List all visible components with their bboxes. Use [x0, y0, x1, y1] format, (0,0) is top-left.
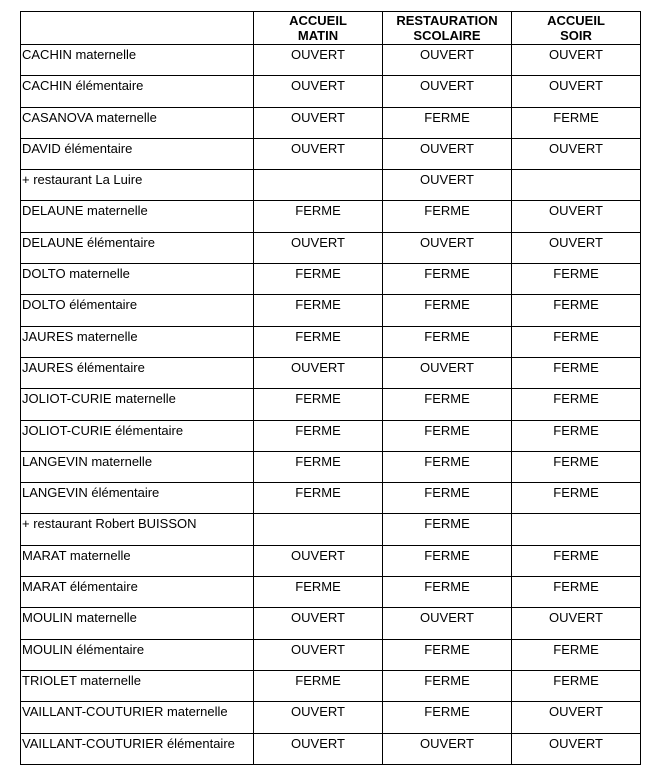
school-name-cell: JOLIOT-CURIE élémentaire	[21, 420, 254, 451]
accueil-matin-cell: OUVERT	[254, 357, 383, 388]
table-row	[21, 670, 641, 701]
accueil-soir-cell: OUVERT	[512, 733, 641, 764]
accueil-soir-cell: OUVERT	[512, 138, 641, 169]
accueil-soir-cell: FERME	[512, 545, 641, 576]
accueil-soir-cell: FERME	[512, 420, 641, 451]
header-restauration-line2: SCOLAIRE	[413, 28, 481, 43]
accueil-matin-cell: OUVERT	[254, 232, 383, 263]
school-name-cell: LANGEVIN élémentaire	[21, 483, 254, 514]
accueil-matin-cell: FERME	[254, 451, 383, 482]
school-name-cell: JAURES élémentaire	[21, 357, 254, 388]
table-row	[21, 295, 641, 326]
school-name-cell: DELAUNE maternelle	[21, 201, 254, 232]
header-school	[21, 12, 254, 45]
school-name-cell: CACHIN maternelle	[21, 45, 254, 76]
restauration-cell: OUVERT	[383, 138, 512, 169]
accueil-soir-cell: OUVERT	[512, 201, 641, 232]
accueil-matin-cell: FERME	[254, 389, 383, 420]
restauration-cell: FERME	[383, 389, 512, 420]
header-accueil-soir-line1: ACCUEIL	[547, 13, 605, 28]
school-name-cell: MARAT élémentaire	[21, 577, 254, 608]
header-accueil-soir-line2: SOIR	[560, 28, 592, 43]
accueil-soir-cell: OUVERT	[512, 608, 641, 639]
table-row	[21, 639, 641, 670]
table-row	[21, 232, 641, 263]
accueil-soir-cell: OUVERT	[512, 232, 641, 263]
table-row	[21, 107, 641, 138]
school-name-cell: DOLTO maternelle	[21, 264, 254, 295]
table-row	[21, 420, 641, 451]
header-accueil-matin-line1: ACCUEIL	[289, 13, 347, 28]
restauration-cell: FERME	[383, 483, 512, 514]
school-name-cell: JAURES maternelle	[21, 326, 254, 357]
accueil-matin-cell: FERME	[254, 264, 383, 295]
header-restauration-line1: RESTAURATION	[396, 13, 498, 28]
restauration-cell: OUVERT	[383, 733, 512, 764]
school-name-cell: + restaurant Robert BUISSON	[21, 514, 254, 545]
school-name-cell: JOLIOT-CURIE maternelle	[21, 389, 254, 420]
table-row	[21, 702, 641, 733]
restauration-cell: FERME	[383, 326, 512, 357]
accueil-matin-cell: OUVERT	[254, 545, 383, 576]
header-row	[21, 12, 641, 45]
restauration-cell: FERME	[383, 295, 512, 326]
table-row	[21, 264, 641, 295]
table-row	[21, 389, 641, 420]
accueil-soir-cell: OUVERT	[512, 76, 641, 107]
restauration-cell: FERME	[383, 639, 512, 670]
header-restauration-scolaire	[383, 12, 512, 45]
table-body	[21, 45, 641, 765]
schedule-table	[20, 11, 641, 765]
header-accueil-matin	[254, 12, 383, 45]
accueil-matin-cell: FERME	[254, 670, 383, 701]
table-row	[21, 514, 641, 545]
accueil-soir-cell: FERME	[512, 295, 641, 326]
accueil-matin-cell: OUVERT	[254, 733, 383, 764]
school-name-cell: MOULIN maternelle	[21, 608, 254, 639]
accueil-matin-cell: OUVERT	[254, 107, 383, 138]
restauration-cell: OUVERT	[383, 608, 512, 639]
table-row	[21, 138, 641, 169]
accueil-soir-cell	[512, 170, 641, 201]
school-name-cell: MOULIN élémentaire	[21, 639, 254, 670]
table-row	[21, 201, 641, 232]
table-row	[21, 170, 641, 201]
restauration-cell: FERME	[383, 420, 512, 451]
restauration-cell: OUVERT	[383, 232, 512, 263]
accueil-soir-cell: FERME	[512, 107, 641, 138]
accueil-matin-cell: FERME	[254, 326, 383, 357]
restauration-cell: FERME	[383, 201, 512, 232]
accueil-soir-cell: FERME	[512, 577, 641, 608]
accueil-soir-cell: OUVERT	[512, 45, 641, 76]
school-name-cell: MARAT maternelle	[21, 545, 254, 576]
restauration-cell: OUVERT	[383, 170, 512, 201]
accueil-matin-cell: OUVERT	[254, 702, 383, 733]
restauration-cell: FERME	[383, 545, 512, 576]
school-name-cell: CASANOVA maternelle	[21, 107, 254, 138]
table-row	[21, 608, 641, 639]
accueil-matin-cell: FERME	[254, 577, 383, 608]
accueil-matin-cell: FERME	[254, 483, 383, 514]
accueil-matin-cell: OUVERT	[254, 608, 383, 639]
school-name-cell: VAILLANT-COUTURIER maternelle	[21, 702, 254, 733]
accueil-matin-cell	[254, 514, 383, 545]
accueil-matin-cell: OUVERT	[254, 76, 383, 107]
accueil-matin-cell	[254, 170, 383, 201]
accueil-soir-cell: FERME	[512, 326, 641, 357]
school-name-cell: VAILLANT-COUTURIER élémentaire	[21, 733, 254, 764]
school-name-cell: DELAUNE élémentaire	[21, 232, 254, 263]
table-row	[21, 733, 641, 764]
accueil-soir-cell: FERME	[512, 451, 641, 482]
restauration-cell: OUVERT	[383, 76, 512, 107]
restauration-cell: OUVERT	[383, 45, 512, 76]
accueil-soir-cell: FERME	[512, 639, 641, 670]
restauration-cell: FERME	[383, 107, 512, 138]
accueil-soir-cell	[512, 514, 641, 545]
restauration-cell: FERME	[383, 451, 512, 482]
header-accueil-soir	[512, 12, 641, 45]
accueil-soir-cell: FERME	[512, 357, 641, 388]
school-name-cell: DOLTO élémentaire	[21, 295, 254, 326]
accueil-soir-cell: OUVERT	[512, 702, 641, 733]
school-name-cell: DAVID élémentaire	[21, 138, 254, 169]
table-row	[21, 545, 641, 576]
accueil-soir-cell: FERME	[512, 483, 641, 514]
accueil-matin-cell: FERME	[254, 201, 383, 232]
accueil-matin-cell: OUVERT	[254, 639, 383, 670]
restauration-cell: OUVERT	[383, 357, 512, 388]
restauration-cell: FERME	[383, 514, 512, 545]
accueil-matin-cell: OUVERT	[254, 138, 383, 169]
table-row	[21, 357, 641, 388]
accueil-matin-cell: OUVERT	[254, 45, 383, 76]
restauration-cell: FERME	[383, 670, 512, 701]
table-row	[21, 451, 641, 482]
school-name-cell: LANGEVIN maternelle	[21, 451, 254, 482]
table-row	[21, 76, 641, 107]
accueil-matin-cell: FERME	[254, 420, 383, 451]
header-accueil-matin-line2: MATIN	[297, 28, 339, 43]
restauration-cell: FERME	[383, 702, 512, 733]
accueil-soir-cell: FERME	[512, 670, 641, 701]
restauration-cell: FERME	[383, 577, 512, 608]
table-row	[21, 577, 641, 608]
restauration-cell: FERME	[383, 264, 512, 295]
school-name-cell: TRIOLET maternelle	[21, 670, 254, 701]
accueil-soir-cell: FERME	[512, 389, 641, 420]
school-name-cell: + restaurant La Luire	[21, 170, 254, 201]
table-row	[21, 326, 641, 357]
school-name-cell: CACHIN élémentaire	[21, 76, 254, 107]
table-row	[21, 483, 641, 514]
accueil-matin-cell: FERME	[254, 295, 383, 326]
accueil-soir-cell: FERME	[512, 264, 641, 295]
table-row	[21, 45, 641, 76]
